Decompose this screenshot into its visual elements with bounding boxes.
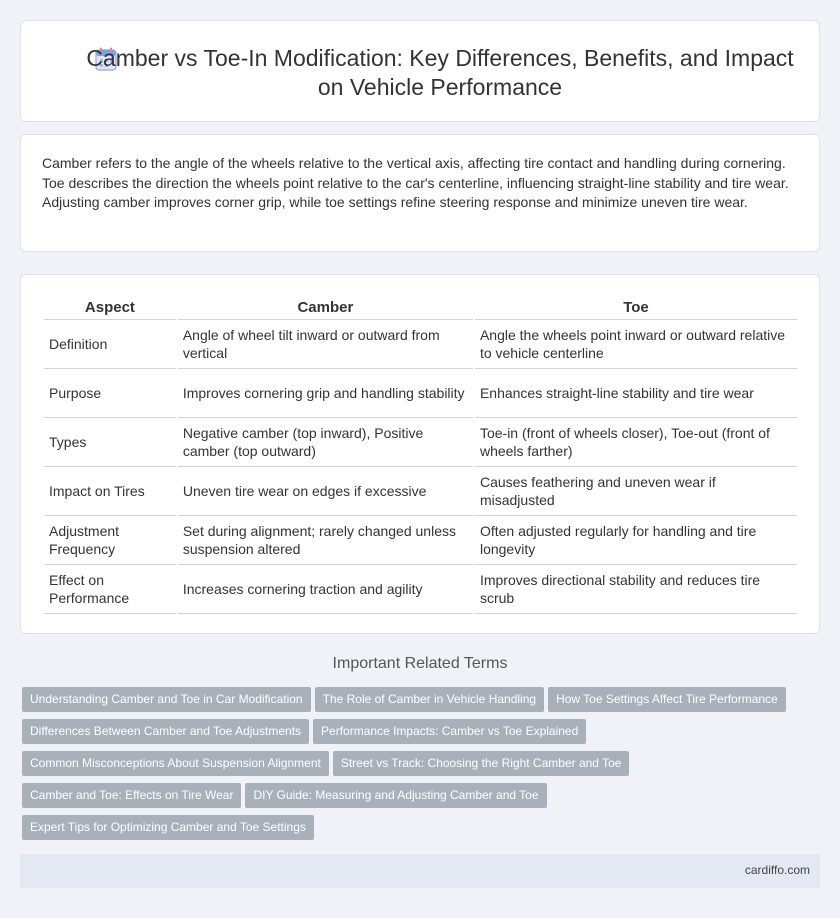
table-row bbox=[44, 320, 797, 369]
table-cell: Causes feathering and uneven wear if misadjusted bbox=[475, 467, 797, 516]
tag-row bbox=[22, 687, 812, 719]
table-cell: Improves directional stability and reduces tire scrub bbox=[475, 565, 797, 614]
footer bbox=[20, 854, 820, 888]
header-toe: Toe bbox=[475, 295, 797, 320]
related-term-tag[interactable]: The Role of Camber in Vehicle Handling bbox=[315, 687, 544, 712]
table-cell: Angle the wheels point inward or outward relative to vehicle centerline bbox=[475, 320, 797, 369]
table-cell: Negative camber (top inward), Positive camber (top outward) bbox=[178, 418, 473, 467]
intro-card bbox=[20, 134, 820, 252]
related-term-tag[interactable]: Camber and Toe: Effects on Tire Wear bbox=[22, 783, 241, 808]
table-row bbox=[44, 565, 797, 614]
comparison-table-card bbox=[20, 274, 820, 634]
related-terms-heading: Important Related Terms bbox=[332, 655, 508, 672]
related-term-tag[interactable]: Differences Between Camber and Toe Adjustments bbox=[22, 719, 309, 744]
table-row bbox=[44, 516, 797, 565]
table-row bbox=[44, 369, 797, 418]
related-term-tag[interactable]: Performance Impacts: Camber vs Toe Explained bbox=[313, 719, 586, 744]
table-row bbox=[44, 418, 797, 467]
page-title: Camber vs Toe-In Modification: Key Differences, Benefits, and Impact on Vehicle Performance bbox=[86, 45, 794, 100]
related-term-tag[interactable]: Understanding Camber and Toe in Car Modification bbox=[22, 687, 311, 712]
related-term-tag[interactable]: DIY Guide: Measuring and Adjusting Camber and Toe bbox=[245, 783, 546, 808]
table-cell: Enhances straight-line stability and tire wear bbox=[475, 369, 797, 418]
table-row bbox=[44, 467, 797, 516]
tag-row bbox=[22, 783, 812, 815]
tag-row bbox=[22, 751, 812, 783]
table-cell: Adjustment Frequency bbox=[44, 516, 176, 565]
table-cell: Effect on Performance bbox=[44, 565, 176, 614]
related-term-tag[interactable]: How Toe Settings Affect Tire Performance bbox=[548, 687, 786, 712]
header-camber: Camber bbox=[178, 295, 473, 320]
table-cell: Definition bbox=[44, 320, 176, 369]
title-card bbox=[20, 20, 820, 122]
table-header-row bbox=[44, 295, 797, 320]
related-term-tag[interactable]: Street vs Track: Choosing the Right Camber and Toe bbox=[333, 751, 630, 776]
table-cell: Angle of wheel tilt inward or outward from vertical bbox=[178, 320, 473, 369]
related-term-tag[interactable]: Expert Tips for Optimizing Camber and Toe Settings bbox=[22, 815, 314, 840]
table-cell: Often adjusted regularly for handling and tire longevity bbox=[475, 516, 797, 565]
table-cell: Types bbox=[44, 418, 176, 467]
table-cell: Purpose bbox=[44, 369, 176, 418]
tag-row bbox=[22, 815, 812, 847]
table-cell: Improves cornering grip and handling stability bbox=[178, 369, 473, 418]
intro-paragraph: Camber refers to the angle of the wheels relative to the vertical axis, affecting tire contact and handling during cornering. Toe describes the direction the wheels point relative to the car's centerline, influencing straight-line stability and tire wear. Adjusting camber improves corner grip, while toe settings refine steering response and minimize uneven tire wear. bbox=[42, 155, 789, 210]
header-aspect: Aspect bbox=[44, 295, 176, 320]
table-cell: Uneven tire wear on edges if excessive bbox=[178, 467, 473, 516]
comparison-table bbox=[42, 295, 799, 614]
related-term-tag[interactable]: Common Misconceptions About Suspension Alignment bbox=[22, 751, 329, 776]
tag-row bbox=[22, 719, 812, 751]
table-cell: Impact on Tires bbox=[44, 467, 176, 516]
related-terms-list bbox=[22, 687, 812, 847]
table-cell: Increases cornering traction and agility bbox=[178, 565, 473, 614]
table-cell: Set during alignment; rarely changed unless suspension altered bbox=[178, 516, 473, 565]
footer-site-link[interactable]: cardiffo.com bbox=[744, 863, 810, 877]
table-cell: Toe-in (front of wheels closer), Toe-out (front of wheels farther) bbox=[475, 418, 797, 467]
